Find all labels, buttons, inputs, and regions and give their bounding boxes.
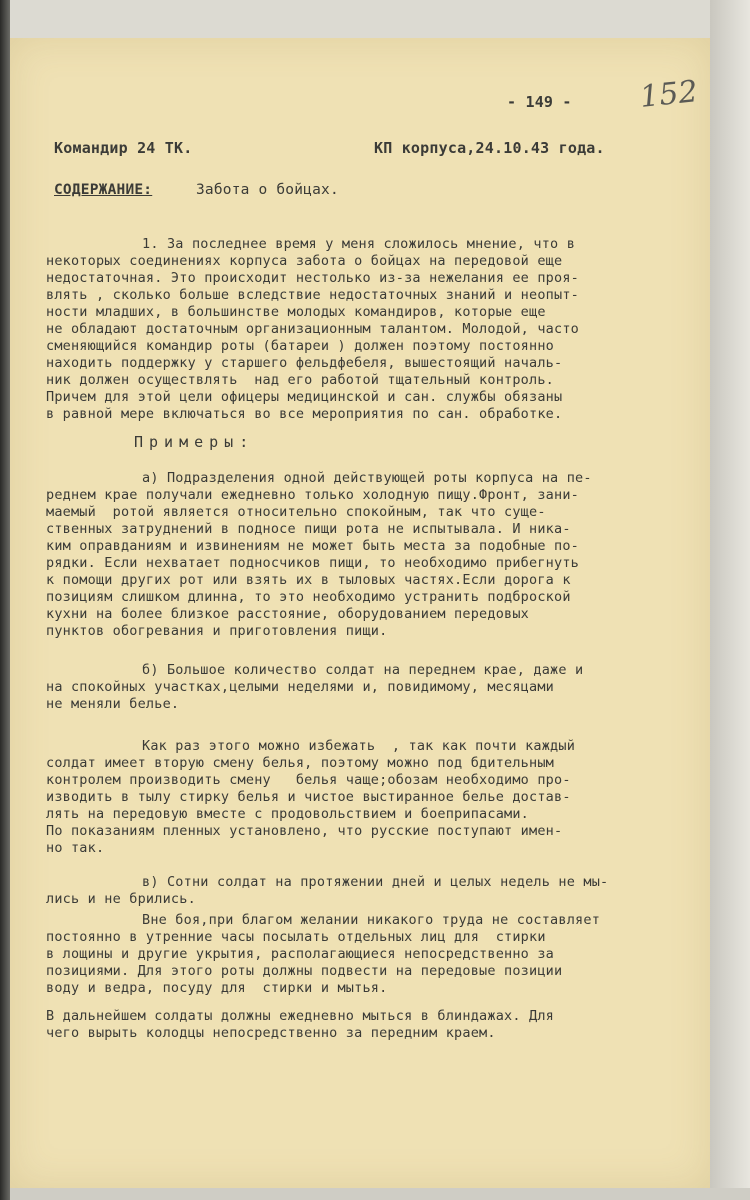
text-line: но так. xyxy=(46,840,105,856)
text-line: 1. За последнее время у меня сложилось мнение, что в xyxy=(142,236,576,252)
text-line: а) Подразделения одной действующей роты корпуса на пе- xyxy=(142,470,592,486)
text-line: влять , сколько больше вследствие недостаточных знаний и неопыт- xyxy=(46,287,579,303)
text-line: лять на передовую вместе с продовольствием и боеприпасами. xyxy=(46,806,530,822)
subject-text: Забота о бойцах. xyxy=(196,182,339,198)
text-line: маемый ротой является относительно спокойным, так что суще- xyxy=(46,504,546,520)
text-line: некоторых соединениях корпуса забота о бойцах на передовой еще xyxy=(46,253,563,269)
text-line: пунктов обогревания и приготовления пищи. xyxy=(46,623,388,639)
text-line: в лощины и другие укрытия, располагающиеся непосредственно за xyxy=(46,946,554,962)
example-a xyxy=(46,470,666,640)
text-line: ким оправданиям и извинениям не может быть места за подобные по- xyxy=(46,538,579,554)
document-page xyxy=(10,38,710,1188)
text-line: позициям слишком длинна, то это необходимо устранить подброской xyxy=(46,589,571,605)
text-line: Причем для этой цели офицеры медицинской и сан. службы обязаны xyxy=(46,389,563,405)
example-c-continuation xyxy=(46,912,666,997)
text-line: на спокойных участках,целыми неделями и, повидимому, месяцами xyxy=(46,679,554,695)
text-line: рядки. Если нехватает подносчиков пищи, то необходимо прибегнуть xyxy=(46,555,579,571)
text-line: постоянно в утренние часы посылать отдельных лиц для стирки xyxy=(46,929,546,945)
text-line: ник должен осуществлять над его работой тщательный контроль. xyxy=(46,372,554,388)
text-line: находить поддержку у старшего фельдфебеля, вышестоящий началь- xyxy=(46,355,563,371)
scan-margin-right xyxy=(710,0,750,1200)
scan-margin-top xyxy=(10,0,710,38)
text-line: воду и ведра, посуду для стирки и мытья. xyxy=(46,980,388,996)
text-line: Как раз этого можно избежать , так как почти каждый xyxy=(142,738,576,754)
text-line: в) Сотни солдат на протяжении дней и целых недель не мы- xyxy=(142,874,609,890)
text-line: кухни на более близкое расстояние, оборудованием передовых xyxy=(46,606,530,622)
text-line: ности младших, в большинстве молодых командиров, которые еще xyxy=(46,304,546,320)
text-line: чего вырыть колодцы непосредственно за передним краем. xyxy=(46,1025,496,1041)
text-line: лись и не брились. xyxy=(46,891,196,907)
examples-heading: Примеры: xyxy=(134,433,255,451)
text-line: к помощи других рот или взять их в тыловых частях.Если дорога к xyxy=(46,572,571,588)
example-b xyxy=(46,662,666,713)
text-line: ственных затруднений в подносе пищи рота не испытывала. И ника- xyxy=(46,521,571,537)
text-line: В дальнейшем солдаты должны ежедневно мыться в блиндажах. Для xyxy=(46,1008,554,1024)
page-number: - 149 - xyxy=(507,93,572,111)
location-date: КП корпуса,24.10.43 года. xyxy=(374,139,605,157)
text-line: реднем крае получали ежедневно только холодную пищу.Фронт, зани- xyxy=(46,487,579,503)
text-line: не меняли белье. xyxy=(46,696,180,712)
text-line: солдат имеет вторую смену белья, поэтому можно под бдительным xyxy=(46,755,554,771)
text-line: не обладают достаточным организационным талантом. Молодой, часто xyxy=(46,321,579,337)
subject-label: СОДЕРЖАНИЕ: xyxy=(54,182,153,198)
text-line: позициями. Для этого роты должны подвести на передовые позиции xyxy=(46,963,563,979)
example-c xyxy=(46,874,666,908)
text-line: сменяющийся командир роты (батареи ) должен поэтому постоянно xyxy=(46,338,554,354)
text-line: недостаточная. Это происходит нестолько из-за нежелания ее проя- xyxy=(46,270,579,286)
text-line: По показаниям пленных установлено, что русские поступают имен- xyxy=(46,823,563,839)
text-line: в равной мере включаться во все мероприятия по сан. обработке. xyxy=(46,406,563,422)
paragraph-1 xyxy=(46,236,666,423)
closing-paragraph xyxy=(46,1008,666,1042)
addressee: Командир 24 ТК. xyxy=(54,139,193,157)
scan-margin-bottom xyxy=(10,1188,750,1200)
text-line: Вне боя,при благом желании никакого труда не составляет xyxy=(142,912,601,928)
scan-edge-left xyxy=(0,0,10,1200)
handwritten-page-number: 152 xyxy=(638,74,700,115)
document-body xyxy=(10,38,710,1188)
text-line: изводить в тылу стирку белья и чистое выстиранное белье достав- xyxy=(46,789,571,805)
example-b-continuation xyxy=(46,738,666,857)
text-line: б) Большое количество солдат на переднем крае, даже и xyxy=(142,662,584,678)
text-line: контролем производить смену белья чаще;обозам необходимо про- xyxy=(46,772,571,788)
